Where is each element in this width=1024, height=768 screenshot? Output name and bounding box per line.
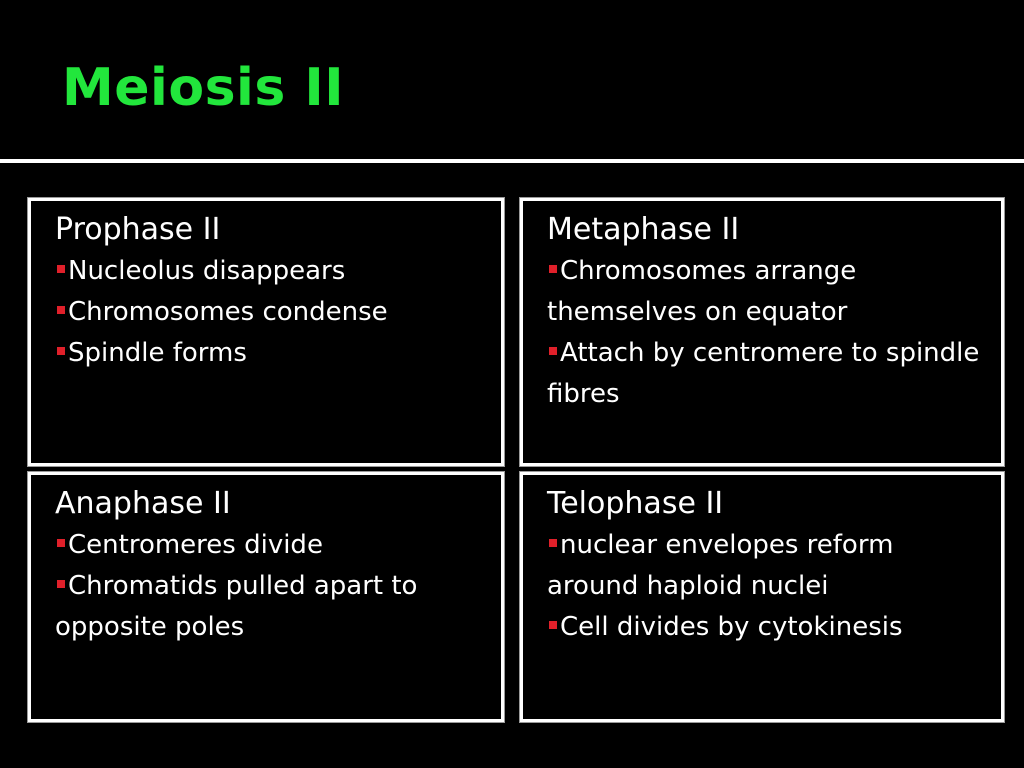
phase-bullet [55, 292, 491, 333]
phase-bullet-list [547, 525, 991, 648]
phase-heading: Prophase II [55, 212, 221, 247]
bullet-square-icon [549, 621, 557, 629]
bullet-text: Attach by centromere to spindle fibres [547, 338, 980, 409]
phase-heading: Metaphase II [547, 212, 740, 247]
phase-bullet [55, 525, 491, 566]
slide-title: Meiosis II [62, 58, 345, 118]
phase-bullet [55, 251, 491, 292]
bullet-square-icon [57, 539, 65, 547]
bullet-text: Chromosomes arrange themselves on equator [547, 256, 857, 327]
bullet-text: Chromosomes condense [68, 297, 388, 327]
bullet-text: Cell divides by cytokinesis [560, 612, 903, 642]
phase-bullet [55, 333, 491, 374]
phase-box-prophase-ii [28, 198, 504, 466]
phase-box-metaphase-ii [520, 198, 1004, 466]
bullet-square-icon [549, 347, 557, 355]
bullet-text: Nucleolus disappears [68, 256, 346, 286]
bullet-square-icon [549, 539, 557, 547]
bullet-text: Centromeres divide [68, 530, 323, 560]
phase-heading: Anaphase II [55, 486, 231, 521]
bullet-text: nuclear envelopes reform around haploid nuclei [547, 530, 894, 601]
bullet-square-icon [57, 347, 65, 355]
bullet-square-icon [57, 580, 65, 588]
phase-box-anaphase-ii [28, 472, 504, 722]
phase-bullet-list [55, 251, 491, 374]
phase-bullet [547, 525, 991, 607]
bullet-square-icon [57, 306, 65, 314]
phase-heading: Telophase II [547, 486, 724, 521]
phase-bullet-list [55, 525, 491, 648]
phase-grid [25, 195, 1007, 725]
bullet-square-icon [549, 265, 557, 273]
phase-bullet [547, 251, 991, 333]
phase-bullet [547, 333, 991, 415]
bullet-text: Spindle forms [68, 338, 247, 368]
bullet-square-icon [57, 265, 65, 273]
phase-bullet-list [547, 251, 991, 415]
phase-box-telophase-ii [520, 472, 1004, 722]
title-divider [0, 159, 1024, 163]
phase-bullet [547, 607, 991, 648]
phase-bullet [55, 566, 491, 648]
bullet-text: Chromatids pulled apart to opposite poles [55, 571, 418, 642]
